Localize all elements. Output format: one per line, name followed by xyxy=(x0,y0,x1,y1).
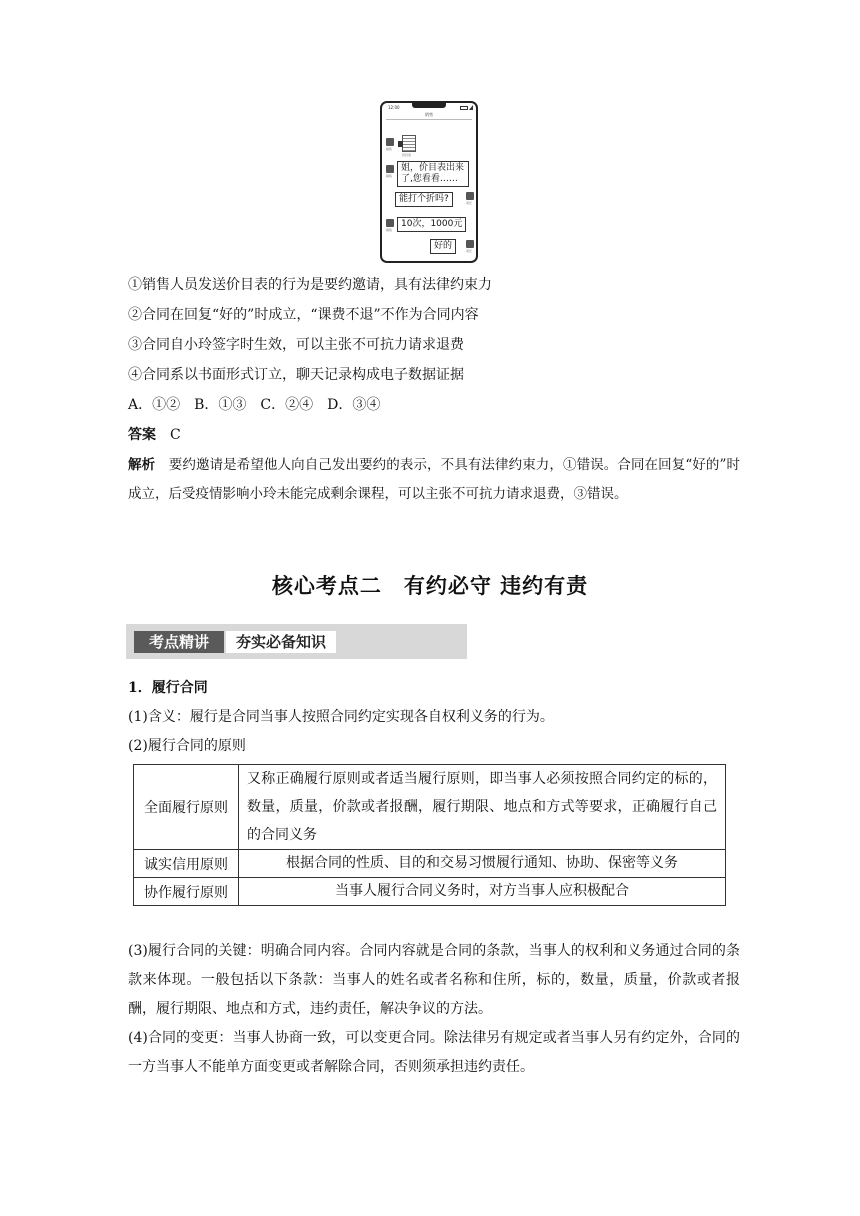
answer-line xyxy=(128,425,181,445)
analysis-label: 解析 xyxy=(128,457,156,473)
contract-change-paragraph: (4)合同的变更：当事人协商一致，可以变更合同。除法律另有规定或者当事人另有约定外，合同的一方当事人不能单方面变更或者解除合同，否则须承担违约责任。 xyxy=(128,1030,740,1075)
option-2: ②合同在回复“好的”时成立，“课费不退”不作为合同内容 xyxy=(128,307,479,323)
message-bubble: 能打个折吗? xyxy=(395,192,453,207)
table-row xyxy=(134,850,726,878)
receiver-avatar-icon xyxy=(466,192,474,200)
option-4: ④合同系以书面形式订立，聊天记录构成电子数据证据 xyxy=(128,367,464,383)
sender-label: 销售 xyxy=(386,228,393,232)
answer-choices: A．①② B．①③ C．②④ D．③④ xyxy=(128,397,381,413)
section-heading: 核心考点二 有约必守 违约有责 xyxy=(271,574,589,598)
sender-label: 销售 xyxy=(386,174,393,178)
analysis-text: 要约邀请是希望他人向自己发出要约的表示，不具有法律约束力，①错误。合同在回复“好的”时成立，后受疫情影响小玲未能完成剩余课程，可以主张不可抗力请求退费，③错误。 xyxy=(128,457,740,502)
sender-label: 销售 xyxy=(386,147,393,151)
contract-key-paragraph: (3)履行合同的关键：明确合同内容。合同内容就是合同的条款，当事人的权利和义务通过合同的条款来体现。一般包括以下条款：当事人的姓名或者名称和住所，标的，数量，质量，价款或者报酬，履行期限、地点和方式，违约责任，解决争议的方法。 xyxy=(128,943,740,1017)
principle-description: 当事人履行合同义务时，对方当事人应积极配合 xyxy=(239,878,726,906)
option-3: ③合同自小玲签字时生效，可以主张不可抗力请求退费 xyxy=(128,337,464,353)
principle-name: 协作履行原则 xyxy=(134,878,239,906)
item-principles-title: (2)履行合同的原则 xyxy=(128,738,246,754)
phone-status-time: 12:00 xyxy=(388,105,400,110)
sender-avatar-icon xyxy=(386,138,394,146)
message-bubble: 10次，1000元 xyxy=(397,217,466,232)
chat-phone-illustration xyxy=(380,101,478,263)
receiver-label: 家长 xyxy=(466,201,473,205)
table-row xyxy=(134,878,726,906)
receiver-label: 家长 xyxy=(466,249,473,253)
message-bubble: 好的 xyxy=(430,239,456,254)
phone-notch xyxy=(412,102,446,108)
item-title: 1．履行合同 xyxy=(128,680,208,696)
sender-avatar-icon xyxy=(386,219,394,227)
principle-description: 又称正确履行原则或者适当履行原则，即当事人必须按照合同约定的标的，数量，质量，价款或者报酬，履行期限、地点和方式等要求，正确履行自己的合同义务 xyxy=(239,765,726,850)
principle-name: 全面履行原则 xyxy=(134,765,239,850)
receiver-avatar-icon xyxy=(466,240,474,248)
table-row xyxy=(134,765,726,850)
principle-description: 根据合同的性质、目的和交易习惯履行通知、协助、保密等义务 xyxy=(239,850,726,878)
banner-label-secondary: 夯实必备知识 xyxy=(226,631,336,653)
message-bubble: 姐，价目表出来了,您看看…… xyxy=(397,161,469,187)
analysis-paragraph xyxy=(128,451,740,509)
battery-icon xyxy=(460,106,468,110)
file-label: 价目表 xyxy=(402,153,412,157)
principle-name: 诚实信用原则 xyxy=(134,850,239,878)
phone-header-divider xyxy=(386,119,472,120)
phone-chat-title: 销售 xyxy=(425,112,433,117)
section-banner xyxy=(126,624,467,659)
banner-label-primary: 考点精讲 xyxy=(134,631,224,653)
sender-avatar-icon xyxy=(386,165,394,173)
principles-table xyxy=(133,764,726,906)
answer-label: 答案 xyxy=(128,427,156,443)
option-1: ①销售人员发送价目表的行为是要约邀请，具有法律约束力 xyxy=(128,277,492,293)
answer-value: C xyxy=(170,427,181,443)
signal-icon xyxy=(469,105,473,110)
document-badge-icon xyxy=(398,141,403,147)
document-icon xyxy=(402,135,416,152)
item-definition: (1)含义：履行是合同当事人按照合同约定实现各自权利义务的行为。 xyxy=(128,709,554,725)
